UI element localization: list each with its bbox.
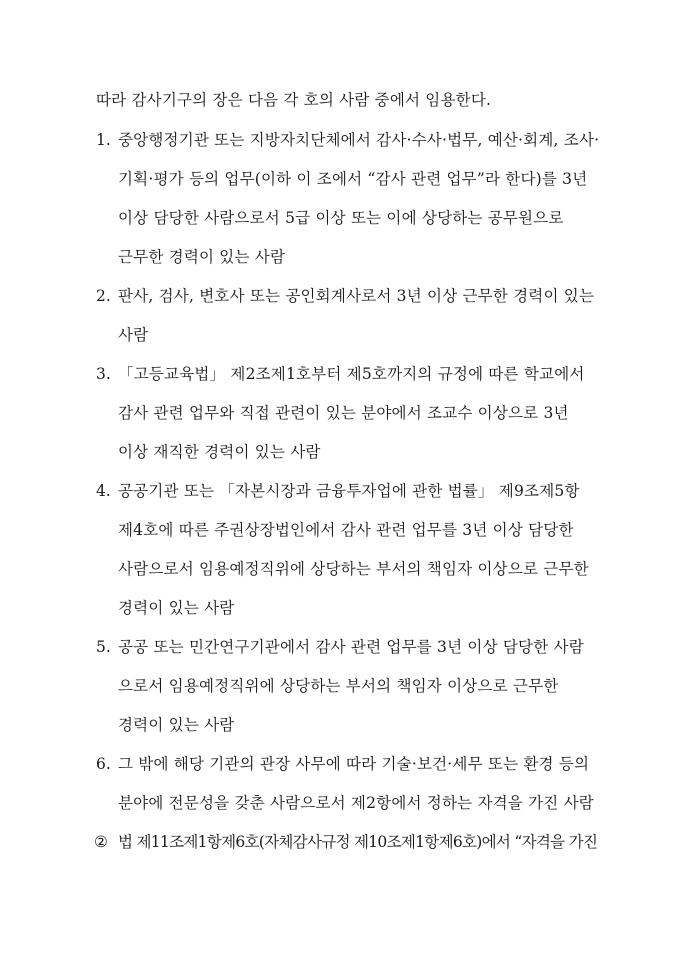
item-6-line-1: 그 밖에 해당 기관의 관장 사무에 따라 기술·보건·세무 또는 환경 등의	[118, 755, 590, 773]
intro-text: 따라 감사기구의 장은 다음 각 호의 사람 중에서 임용한다.	[96, 91, 492, 109]
paragraph-2-text: 법 제11조제1항제6호(자체감사규정 제10조제1항제6호)에서 “자격을 가진	[118, 833, 598, 851]
item-5-line-2: 으로서 임용예정직위에 상당하는 부서의 책임자 이상으로 근무한	[118, 677, 559, 695]
item-5-number: 5.	[96, 638, 111, 656]
item-1-line-1: 중앙행정기관 또는 지방자치단체에서 감사·수사·법무, 예산·회계, 조사·	[118, 131, 600, 149]
item-1-line-3: 이상 담당한 사람으로서 5급 이상 또는 이에 상당하는 공무원으로	[118, 209, 564, 227]
item-3-line-1: 「고등교육법」 제2조제1호부터 제5호까지의 규정에 따른 학교에서	[118, 365, 585, 383]
item-2-line-2: 사람	[118, 326, 149, 344]
item-4-number: 4.	[96, 482, 111, 500]
item-6-number: 6.	[96, 755, 111, 773]
item-4-line-3: 사람으로서 임용예정직위에 상당하는 부서의 책임자 이상으로 근무한	[118, 560, 589, 578]
item-3-line-3: 이상 재직한 경력이 있는 사람	[118, 443, 321, 461]
item-4-line-2: 제4호에 따른 주권상장법인에서 감사 관련 업무를 3년 이상 담당한	[118, 521, 574, 539]
item-2-number: 2.	[96, 287, 111, 305]
item-1-line-4: 근무한 경력이 있는 사람	[118, 248, 286, 266]
paragraph-2-number: ②	[94, 833, 108, 851]
item-1-number: 1.	[96, 131, 111, 149]
item-3-number: 3.	[96, 365, 111, 383]
item-5-line-3: 경력이 있는 사람	[118, 716, 235, 734]
item-1-line-2: 기획·평가 등의 업무(이하 이 조에서 “감사 관련 업무”라 한다)를 3년	[118, 170, 588, 188]
item-6-line-2: 분야에 전문성을 갖춘 사람으로서 제2항에서 정하는 자격을 가진 사람	[118, 794, 594, 812]
item-5-line-1: 공공 또는 민간연구기관에서 감사 관련 업무를 3년 이상 담당한 사람	[118, 638, 584, 656]
item-3-line-2: 감사 관련 업무와 직접 관련이 있는 분야에서 조교수 이상으로 3년	[118, 404, 569, 422]
item-4-line-1: 공공기관 또는 「자본시장과 금융투자업에 관한 법률」 제9조제5항	[118, 482, 580, 500]
item-2-line-1: 판사, 검사, 변호사 또는 공인회계사로서 3년 이상 근무한 경력이 있는	[118, 287, 595, 305]
item-4-line-4: 경력이 있는 사람	[118, 599, 235, 617]
